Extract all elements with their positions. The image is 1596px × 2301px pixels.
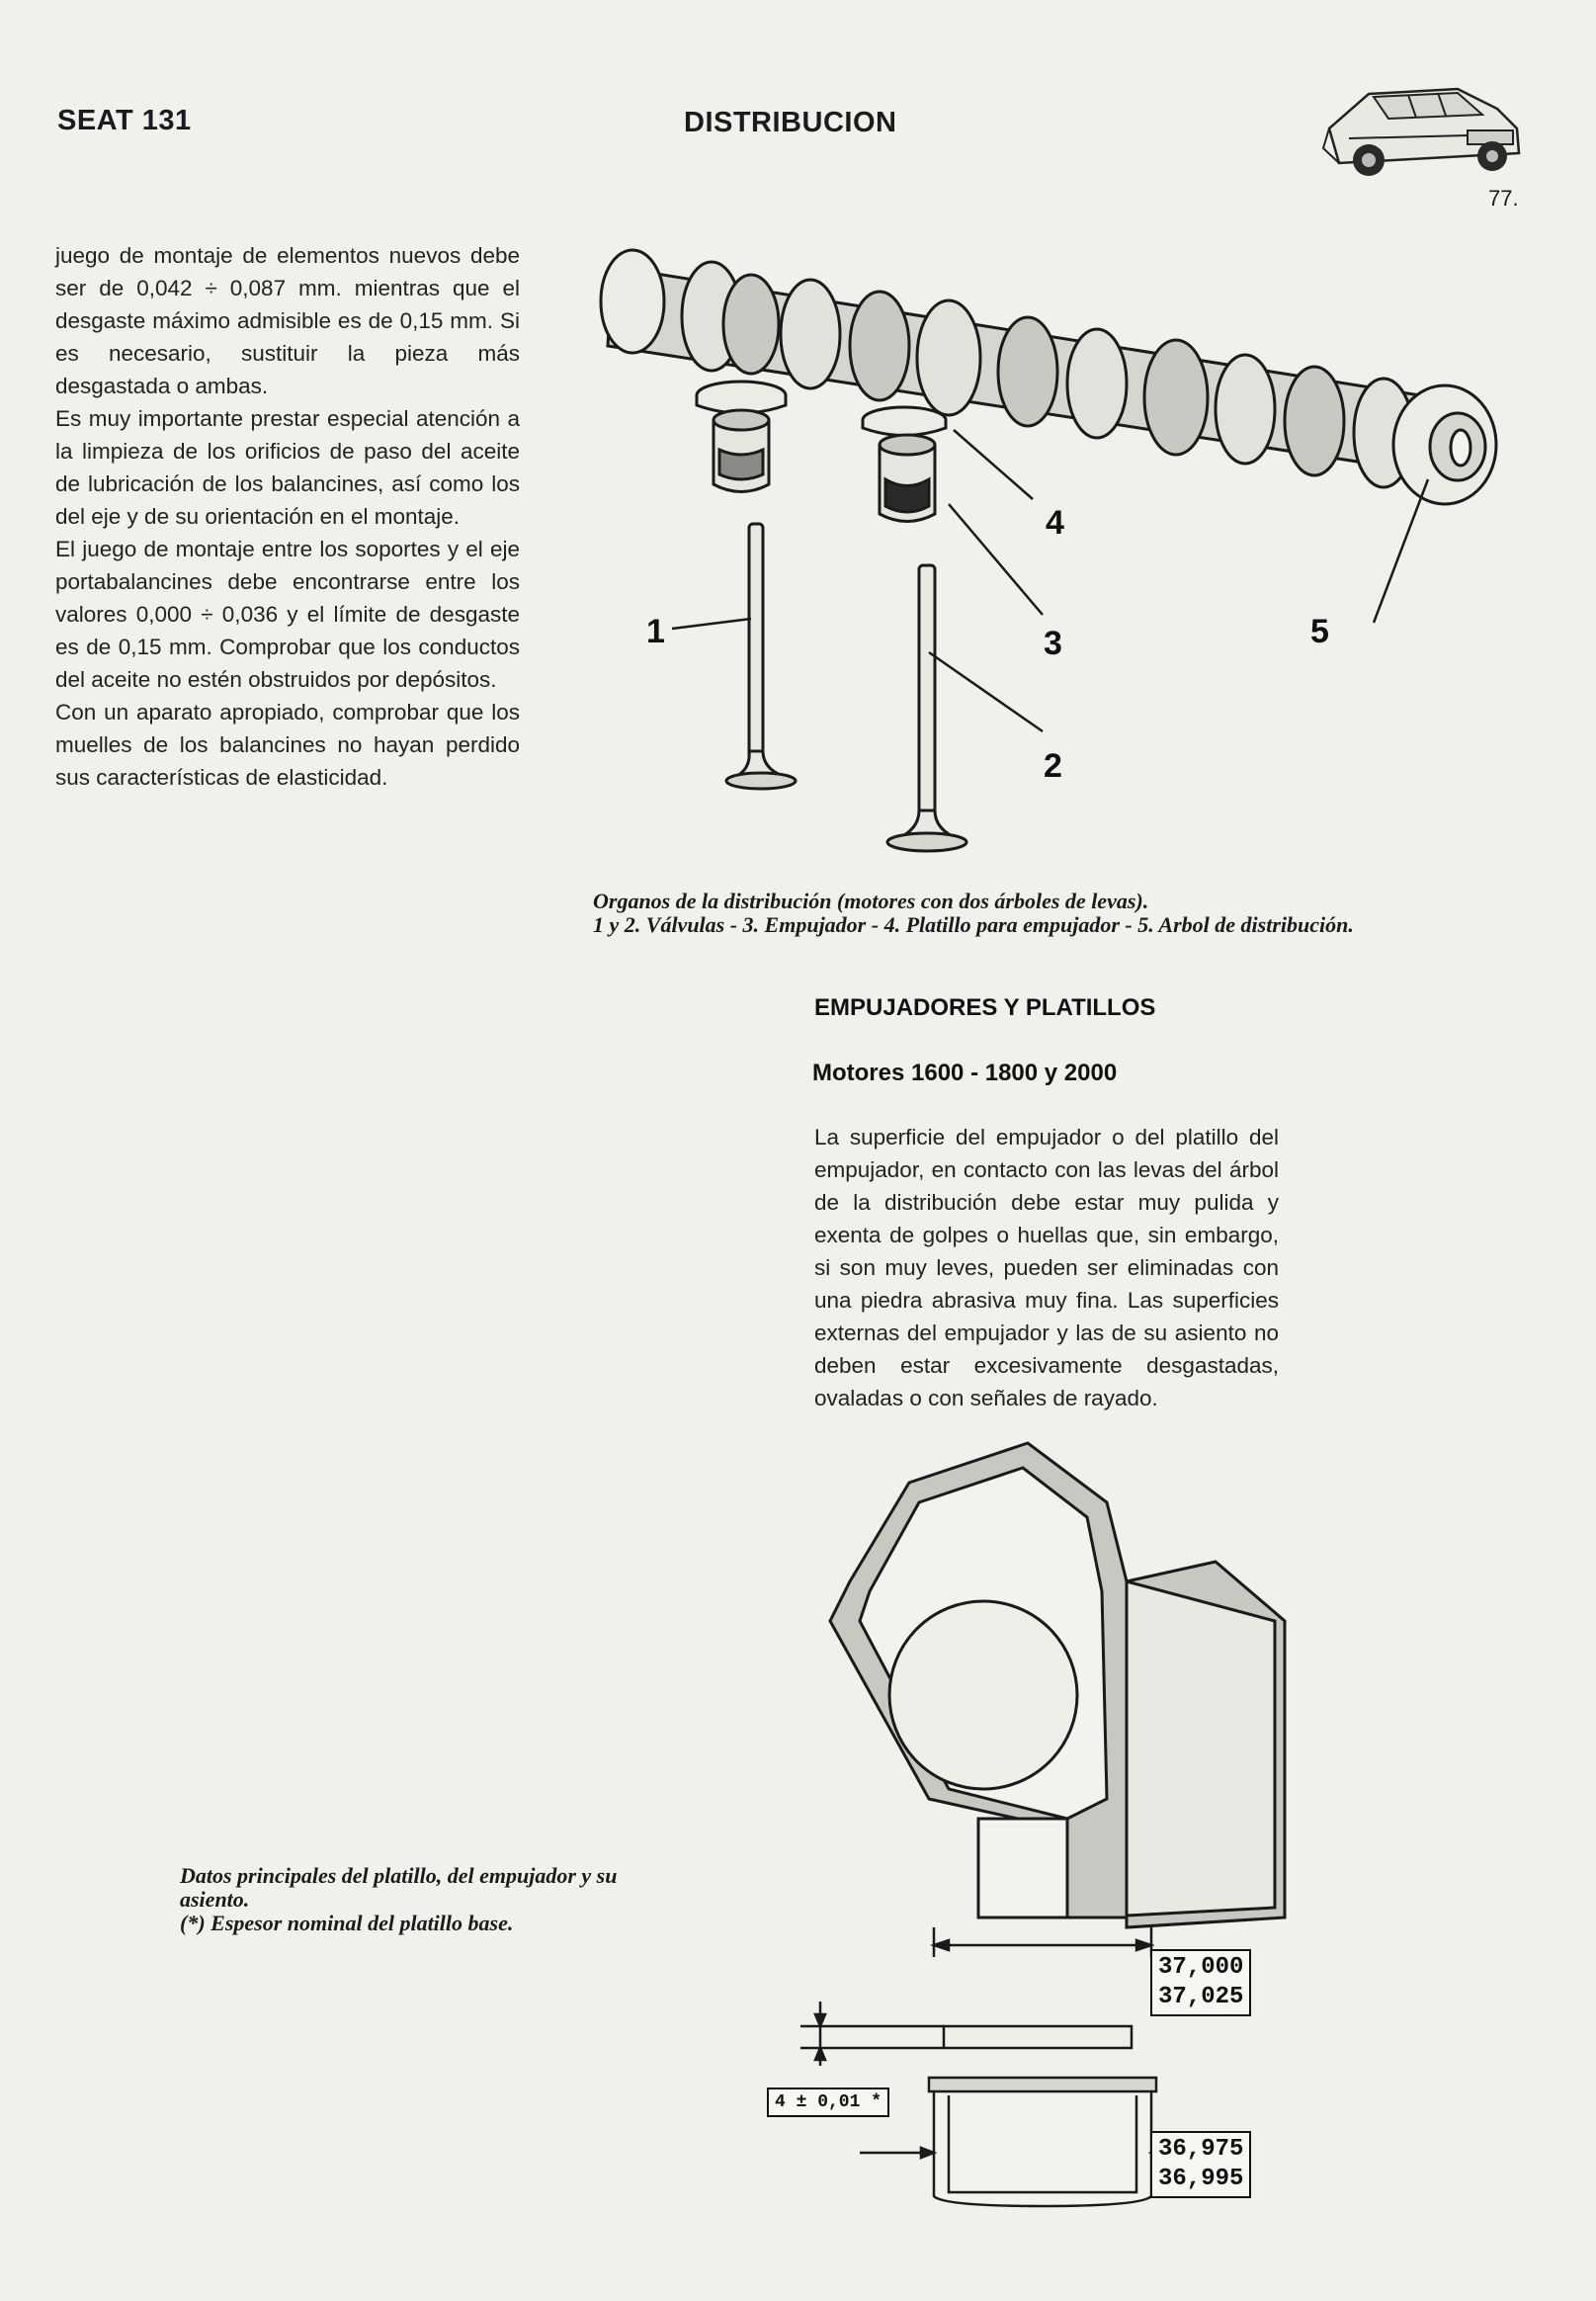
callout-5: 5 (1310, 613, 1329, 650)
tappet-diameter-max: 36,995 (1158, 2166, 1244, 2192)
valve-1 (726, 524, 796, 789)
figure2-caption-line1: Datos principales del platillo, del empujador y su asiento. (180, 1863, 618, 1912)
paragraph: juego de montaje de elementos nuevos debe ser de 0,042 ÷ 0,087 mm. mientras que el desgaste máximo admisible es de 0,15 mm. Si es necesario, sustituir la pieza más desgastada o ambas. (55, 243, 520, 398)
shim-thickness-dimension: 4 ± 0,01 * (767, 2088, 889, 2117)
figure2-caption-line2: (*) Espesor nominal del platillo base. (180, 1911, 514, 1935)
figure1-caption-line1: Organos de la distribución (motores con dos árboles de levas). (593, 889, 1149, 913)
tappet-seat-section-drawing (771, 1443, 1324, 1997)
valve-2 (887, 565, 966, 851)
left-text-column (55, 239, 520, 794)
tappet-diameter-dimension (1150, 2131, 1251, 2198)
figure1-caption (593, 890, 1522, 937)
seat-bore-min: 37,000 (1158, 1954, 1244, 1981)
figure2-caption (180, 1864, 654, 1935)
seat-bore-max: 37,025 (1158, 1984, 1244, 2010)
cylinder-head-section (830, 1443, 1285, 1927)
shim-left (697, 382, 786, 413)
car-illustration (1309, 69, 1527, 188)
tappet-diameter-min: 36,975 (1158, 2136, 1244, 2163)
shim-right (863, 407, 946, 436)
section-title: EMPUJADORES Y PLATILLOS (814, 994, 1156, 1021)
callout-4: 4 (1046, 504, 1064, 542)
tappet-left (714, 410, 769, 492)
figure1-caption-line2: 1 y 2. Válvulas - 3. Empujador - 4. Platillo para empujador - 5. Arbol de distribución. (593, 912, 1354, 937)
section-paragraph: La superficie del empujador o del platillo del empujador, en contacto con las levas del árbol de la distribución debe estar muy pulida y exenta de golpes o huellas que, sin embargo, si son muy leves, pueden ser eliminadas con una piedra abrasiva muy fina. Las superficies externas del empujador y las de su asiento no deben estar excesivamente desgastadas, ovaladas o con señales de rayado. (814, 1125, 1279, 1410)
callout-2: 2 (1044, 747, 1062, 785)
header-center-title: DISTRIBUCION (684, 107, 897, 138)
tappet-right (880, 435, 935, 522)
paragraph: Es muy importante prestar especial atención a la limpieza de los orificios de paso del aceite de lubricación de los balancines, así como los del eje y de su orientación en el montaje. (55, 406, 520, 529)
seat-bore-dimension (1150, 1949, 1251, 2016)
page-number: 77. (1488, 186, 1519, 211)
paragraph: El juego de montaje entre los soportes y el eje portabalancines debe encontrarse entre los valores 0,000 ÷ 0,036 y el límite de desgaste es de 0,15 mm. Comprobar que los conductos del aceite no estén obstruidos por depósitos. (55, 537, 520, 692)
callout-3: 3 (1044, 625, 1062, 662)
section-subtitle: Motores 1600 - 1800 y 2000 (812, 1060, 1118, 1086)
header-left-title: SEAT 131 (57, 105, 192, 136)
callout-1: 1 (646, 613, 665, 650)
paragraph: Con un aparato apropiado, comprobar que los muelles de los balancines no hayan perdido sus características de elasticidad. (55, 700, 520, 790)
